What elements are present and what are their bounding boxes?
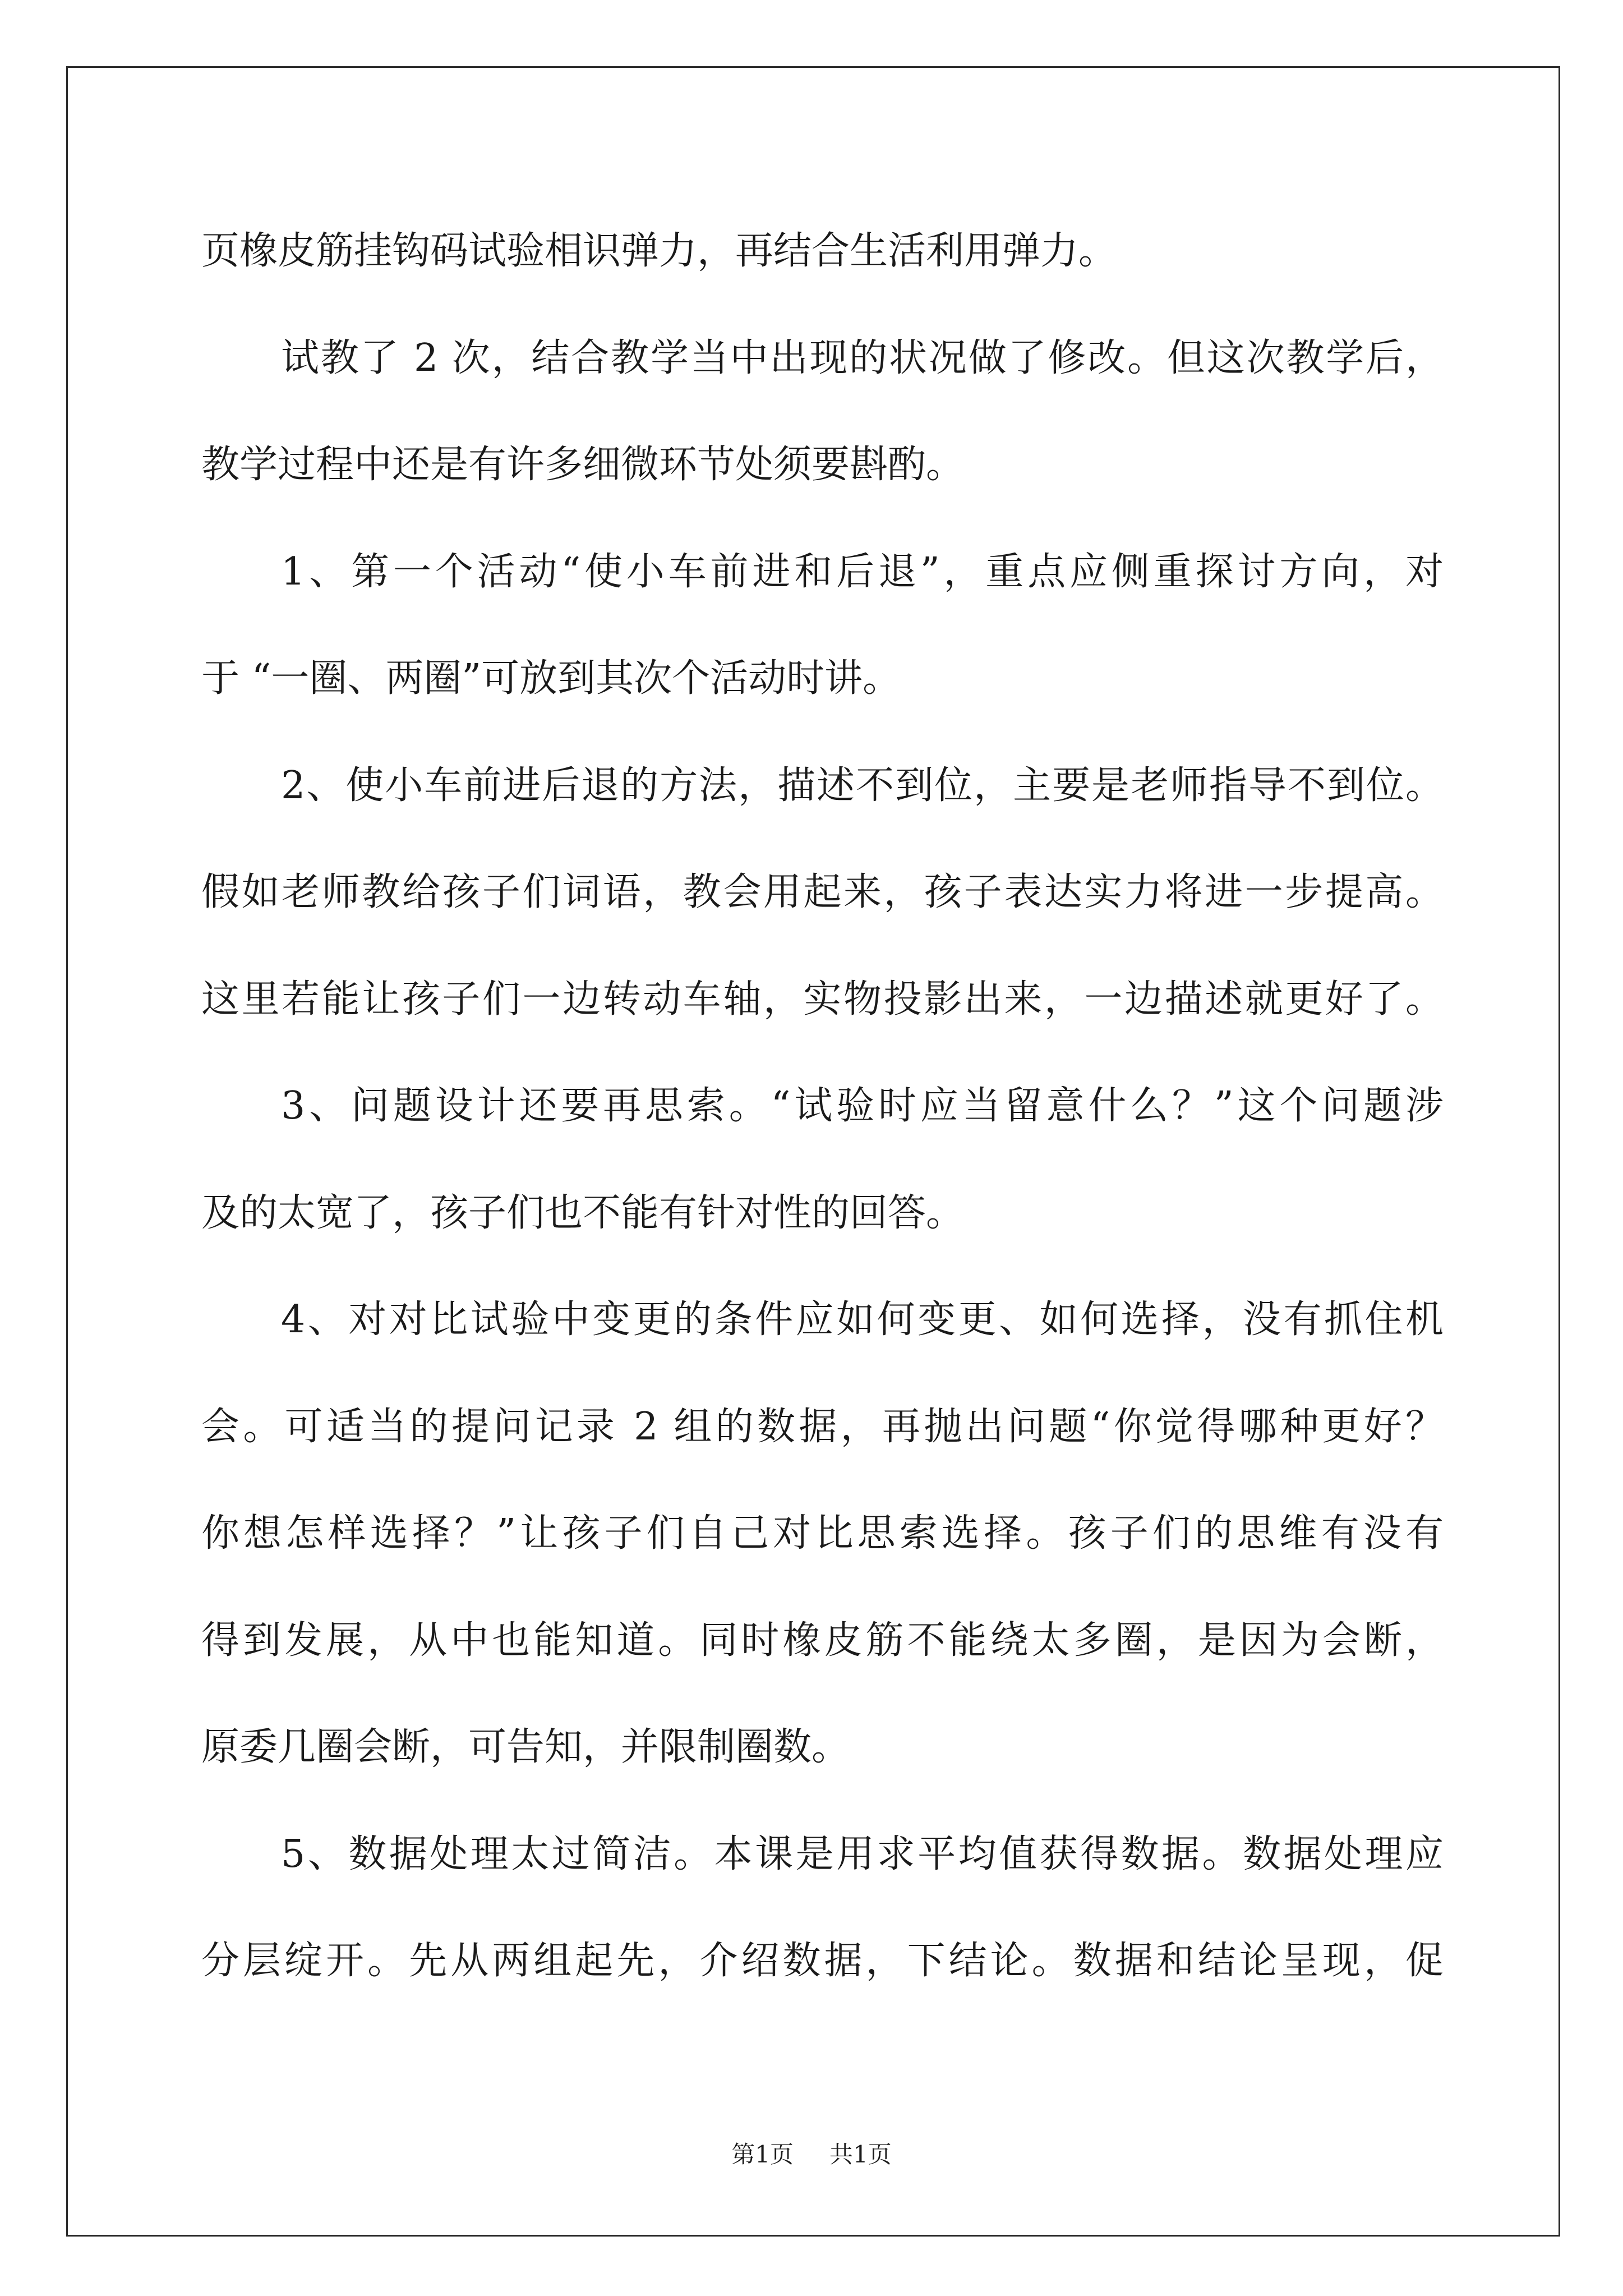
document-body bbox=[201, 198, 1444, 2015]
text-line: 3、问题设计还要再思索。“试验时应当留意什么？”这个问题涉 bbox=[281, 1084, 1444, 1128]
text-line: 4、对对比试验中变更的条件应如何变更、如何选择，没有抓住机 bbox=[281, 1297, 1444, 1342]
paragraph bbox=[201, 1267, 1444, 1801]
paragraph bbox=[201, 733, 1444, 1053]
paragraph bbox=[201, 1053, 1444, 1267]
text-line: 于 “一圈、两圈”可放到其次个活动时讲。 bbox=[201, 656, 901, 701]
text-line: 教学过程中还是有许多细微环节处须要斟酌。 bbox=[201, 443, 965, 487]
text-line: 得到发展，从中也能知道。同时橡皮筋不能绕太多圈，是因为会断， bbox=[201, 1618, 1444, 1663]
paragraph bbox=[201, 198, 1444, 305]
paragraph bbox=[201, 1801, 1444, 2015]
text-line: 5、数据处理太过简洁。本课是用求平均值获得数据。数据处理应 bbox=[281, 1832, 1444, 1876]
paragraph bbox=[201, 305, 1444, 519]
text-line: 试教了 2 次，结合教学当中出现的状况做了修改。但这次教学后， bbox=[281, 335, 1444, 380]
text-line: 页橡皮筋挂钩码试验相识弹力，再结合生活利用弹力。 bbox=[201, 229, 1117, 273]
page-number-current: 第1页 bbox=[731, 2141, 794, 2168]
text-line: 原委几圈会断，可告知，并限制圈数。 bbox=[201, 1725, 850, 1769]
text-line: 这里若能让孩子们一边转动车轴，实物投影出来，一边描述就更好了。 bbox=[201, 977, 1444, 1022]
text-line: 会。可适当的提问记录 2 组的数据，再抛出问题“你觉得哪种更好？ bbox=[201, 1404, 1444, 1449]
page-number-total: 共1页 bbox=[829, 2141, 892, 2168]
text-line: 2、使小车前进后退的方法，描述不到位，主要是老师指导不到位。 bbox=[281, 763, 1444, 808]
text-line: 假如老师教给孩子们词语，教会用起来，孩子表达实力将进一步提高。 bbox=[201, 870, 1444, 914]
text-line: 1、第一个活动“使小车前进和后退”，重点应侧重探讨方向，对 bbox=[281, 549, 1444, 594]
text-line: 分层绽开。先从两组起先，介绍数据，下结论。数据和结论呈现，促 bbox=[201, 1939, 1444, 1983]
page-footer bbox=[0, 2140, 1623, 2169]
text-line: 及的太宽了，孩子们也不能有针对性的回答。 bbox=[201, 1190, 965, 1235]
text-line: 你想怎样选择？”让孩子们自己对比思索选择。孩子们的思维有没有 bbox=[201, 1511, 1444, 1556]
paragraph bbox=[201, 519, 1444, 733]
